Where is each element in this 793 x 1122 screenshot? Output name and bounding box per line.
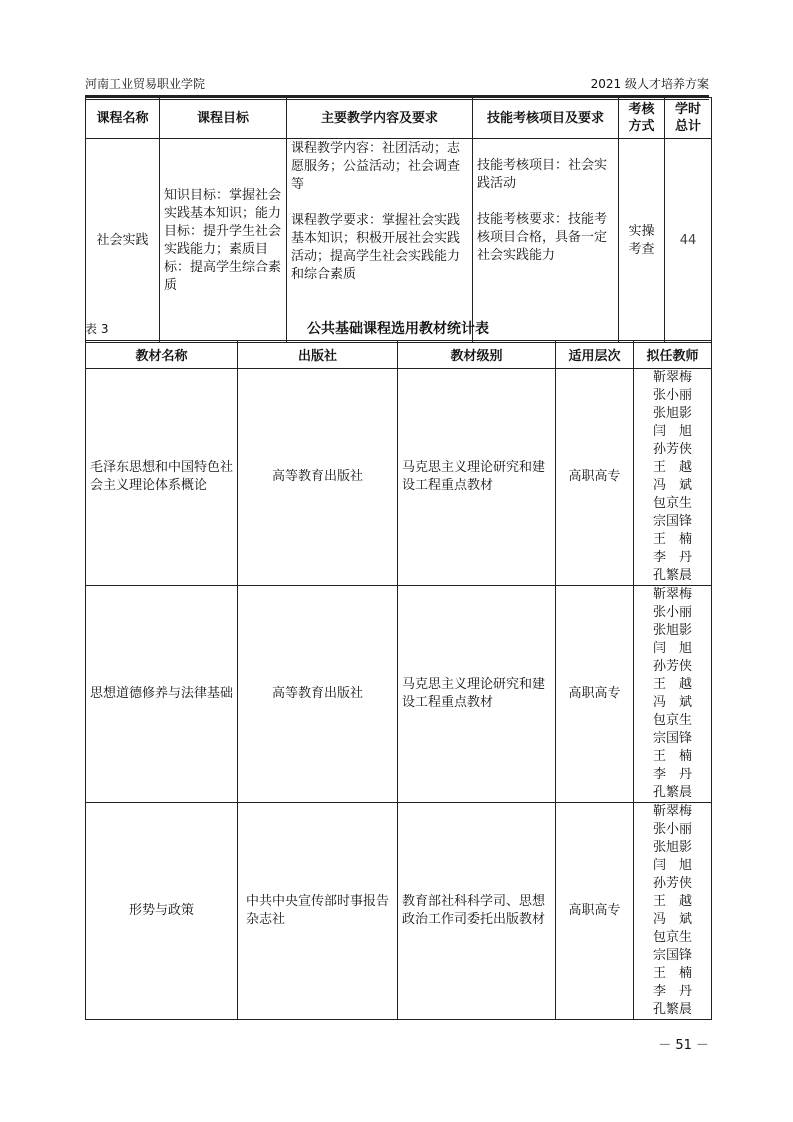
assessment-method: 实操考查 <box>619 139 665 343</box>
paragraph-gap <box>291 194 468 212</box>
teacher-name: 王 楠 <box>652 532 692 547</box>
textbook-table <box>85 340 712 1020</box>
applicable-tier: 高职高专 <box>556 803 634 1020</box>
teacher-name: 闫 旭 <box>652 424 692 439</box>
teacher-name: 王 楠 <box>652 966 692 981</box>
table-row <box>86 803 712 1020</box>
teacher-name: 张小丽 <box>652 605 692 620</box>
teacher-name: 靳翠梅 <box>652 587 692 602</box>
teacher-name: 闫 旭 <box>652 641 692 656</box>
header-course-goals: 课程目标 <box>160 98 287 139</box>
teacher-name: 宗国锋 <box>652 731 692 746</box>
header-textbook-name: 教材名称 <box>86 341 238 369</box>
teacher-name: 包京生 <box>652 713 692 728</box>
header-teachers: 拟任教师 <box>634 341 712 369</box>
teacher-name: 张旭影 <box>652 623 692 638</box>
teacher-name: 宗国锋 <box>652 514 692 529</box>
header-publisher: 出版社 <box>238 341 398 369</box>
teacher-name: 张小丽 <box>652 388 692 403</box>
teacher-name: 孙芳侠 <box>652 442 692 457</box>
teacher-name: 冯 斌 <box>652 695 692 710</box>
teacher-name: 包京生 <box>652 930 692 945</box>
table-row <box>86 586 712 803</box>
teacher-name: 宗国锋 <box>652 948 692 963</box>
publisher: 中共中央宣传部时事报告杂志社 <box>238 803 398 1020</box>
table-label: 表 3 <box>85 322 109 336</box>
course-name: 社会实践 <box>86 139 160 343</box>
skill-project-text: 技能考核项目：社会实践活动 <box>477 158 608 191</box>
teacher-name: 孔繁晨 <box>652 1002 692 1017</box>
teacher-list <box>634 586 712 803</box>
publisher: 高等教育出版社 <box>238 586 398 803</box>
skill-requirement-text: 技能考核要求：技能考核项目合格，具备一定社会实践能力 <box>477 212 608 263</box>
header-skill-assessment: 技能考核项目及要求 <box>473 98 619 139</box>
teacher-name: 王 越 <box>652 894 692 909</box>
header-total-hours: 学时总计 <box>665 98 712 139</box>
header-textbook-level: 教材级别 <box>398 341 556 369</box>
course-table <box>85 97 712 343</box>
teaching-requirement-text: 课程教学要求：掌握社会实践基本知识；积极开展社会实践活动；提高学生社会实践能力和综合素质 <box>291 213 461 282</box>
teacher-name: 孙芳侠 <box>652 659 692 674</box>
header-applicable-tier: 适用层次 <box>556 341 634 369</box>
table-row <box>86 369 712 586</box>
publisher: 高等教育出版社 <box>238 369 398 586</box>
teacher-name: 孔繁晨 <box>652 568 692 583</box>
teacher-name: 冯 斌 <box>652 478 692 493</box>
textbook-name: 毛泽东思想和中国特色社会主义理论体系概论 <box>86 369 238 586</box>
applicable-tier: 高职高专 <box>556 369 634 586</box>
teacher-name: 闫 旭 <box>652 858 692 873</box>
teacher-name: 张旭影 <box>652 840 692 855</box>
page-header <box>85 76 709 92</box>
plan-title: 2021 级人才培养方案 <box>590 77 709 91</box>
teacher-name: 靳翠梅 <box>652 804 692 819</box>
teacher-name: 李 丹 <box>652 767 692 782</box>
teacher-name: 李 丹 <box>652 550 692 565</box>
skill-assessment-cell <box>473 139 619 343</box>
textbook-name: 思想道德修养与法律基础 <box>86 586 238 803</box>
header-course-name: 课程名称 <box>86 98 160 139</box>
teacher-name: 王 越 <box>652 460 692 475</box>
textbook-level: 马克思主义理论研究和建设工程重点教材 <box>398 586 556 803</box>
teacher-name: 李 丹 <box>652 984 692 999</box>
teaching-content-text: 课程教学内容：社团活动；志愿服务；公益活动；社会调查等 <box>291 141 461 192</box>
teacher-name: 孔繁晨 <box>652 785 692 800</box>
teacher-name: 孙芳侠 <box>652 876 692 891</box>
teacher-name: 王 越 <box>652 677 692 692</box>
teaching-content-cell <box>287 139 473 343</box>
school-name: 河南工业贸易职业学院 <box>85 77 206 91</box>
teacher-name: 张小丽 <box>652 822 692 837</box>
table-row <box>86 139 712 343</box>
applicable-tier: 高职高专 <box>556 586 634 803</box>
teacher-name: 王 楠 <box>652 749 692 764</box>
header-assessment-method: 考核方式 <box>619 98 665 139</box>
header-teaching-content: 主要教学内容及要求 <box>287 98 473 139</box>
teacher-name: 冯 斌 <box>652 912 692 927</box>
teacher-name: 包京生 <box>652 496 692 511</box>
textbook-name: 形势与政策 <box>86 803 238 1020</box>
textbook-table-header <box>86 341 712 369</box>
paragraph-gap <box>477 193 614 211</box>
course-table-header <box>86 98 712 139</box>
teacher-list <box>634 803 712 1020</box>
course-goals: 知识目标：掌握社会实践基本知识；能力目标：提升学生社会实践能力；素质目标：提高学生综合素质 <box>160 139 287 343</box>
table-caption <box>85 318 711 338</box>
textbook-level: 教育部社科科学司、思想政治工作司委托出版教材 <box>398 803 556 1020</box>
teacher-list <box>634 369 712 586</box>
table-title: 公共基础课程选用教材统计表 <box>307 321 489 337</box>
page-number: － 51 － <box>658 1038 709 1053</box>
total-hours: 44 <box>665 139 712 343</box>
teacher-name: 靳翠梅 <box>652 370 692 385</box>
textbook-level: 马克思主义理论研究和建设工程重点教材 <box>398 369 556 586</box>
teacher-name: 张旭影 <box>652 406 692 421</box>
